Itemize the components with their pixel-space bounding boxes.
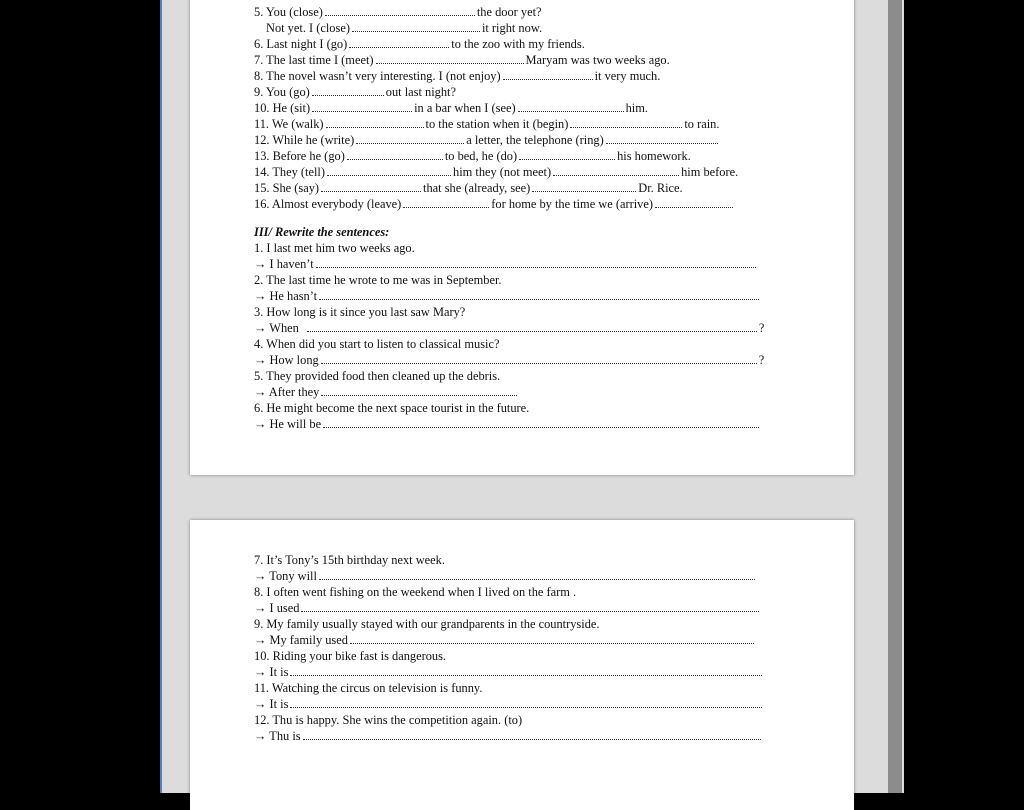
answer-line	[254, 632, 764, 648]
question-text: 10. Riding your bike fast is dangerous.	[254, 649, 447, 663]
exercise-text: it very much.	[594, 69, 661, 83]
question-text: 1. I last met him two weeks ago.	[254, 241, 415, 255]
exercise-line	[254, 116, 764, 132]
question-text: 4. When did you start to listen to classical music?	[254, 337, 500, 351]
exercise-line	[254, 164, 764, 180]
answer-blank[interactable]	[325, 4, 475, 16]
question-text: 9. My family usually stayed with our grandparents in the countryside.	[254, 617, 600, 631]
answer-line	[254, 320, 764, 336]
answer-prompt: → After they	[254, 385, 320, 399]
answer-line	[254, 256, 764, 272]
answer-blank[interactable]	[349, 36, 449, 48]
exercise-text: 13. Before he (go)	[254, 149, 345, 163]
question-text: 7. It’s Tony’s 15th birthday next week.	[254, 553, 445, 567]
answer-blank[interactable]	[532, 180, 636, 192]
exercise-text: in a bar when I (see)	[414, 101, 516, 115]
answer-blank[interactable]	[303, 728, 761, 740]
exercise-text: for home by the time we (arrive)	[491, 197, 653, 211]
question-text: 3. How long is it since you last saw Mary?	[254, 305, 466, 319]
question-text: 6. He might become the next space tourist in the future.	[254, 401, 530, 415]
answer-blank[interactable]	[403, 196, 489, 208]
question-text: 8. I often went fishing on the weekend when I lived on the farm .	[254, 585, 577, 599]
answer-prompt: → Tony will	[254, 569, 317, 583]
exercise-text: Not yet. I (close)	[266, 21, 350, 35]
answer-prompt: → Thu is	[254, 729, 301, 743]
answer-line	[254, 728, 764, 744]
answer-prompt: → I haven’t	[254, 257, 314, 271]
answer-line	[254, 416, 764, 432]
answer-blank[interactable]	[518, 100, 624, 112]
answer-line	[254, 600, 764, 616]
exercise-text: a letter, the telephone (ring)	[466, 133, 604, 147]
answer-prompt: → My family used	[254, 633, 348, 647]
exercise-line	[254, 100, 764, 116]
answer-blank[interactable]	[290, 664, 762, 676]
answer-line	[254, 664, 764, 680]
answer-prompt: → When	[254, 321, 299, 335]
exercise-text: to the zoo with my friends.	[451, 37, 585, 51]
answer-blank[interactable]	[301, 600, 759, 612]
exercise-text: 5. You (close)	[254, 5, 323, 19]
answer-blank[interactable]	[290, 696, 762, 708]
exercise-text: Dr. Rice.	[638, 181, 683, 195]
answer-blank[interactable]	[347, 148, 443, 160]
answer-prompt: → He will be	[254, 417, 322, 431]
section-heading: III/ Rewrite the sentences:	[254, 225, 390, 239]
exercise-line	[254, 196, 764, 212]
answer-prompt: → He hasn’t	[254, 289, 318, 303]
document-page-1	[190, 0, 854, 475]
answer-prompt: → It is	[254, 665, 289, 679]
answer-blank[interactable]	[312, 100, 412, 112]
exercise-text: Maryam was two weeks ago.	[525, 53, 670, 67]
answer-prompt: → It is	[254, 697, 289, 711]
answer-blank[interactable]	[312, 84, 384, 96]
answer-prompt: → How long	[254, 353, 319, 367]
answer-blank[interactable]	[307, 320, 757, 332]
exercise-text: 10. He (sit)	[254, 101, 311, 115]
answer-blank[interactable]	[316, 256, 756, 268]
answer-blank[interactable]	[321, 384, 517, 396]
answer-blank[interactable]	[321, 180, 421, 192]
answer-blank[interactable]	[323, 416, 759, 428]
answer-line	[254, 288, 764, 304]
answer-line	[254, 696, 764, 712]
answer-blank[interactable]	[553, 164, 679, 176]
exercise-text: it right now.	[481, 21, 543, 35]
answer-blank[interactable]	[570, 116, 682, 128]
exercise-text: him they (not meet)	[453, 165, 552, 179]
exercise-text: the door yet?	[476, 5, 542, 19]
viewer-scrollbar[interactable]	[888, 0, 902, 793]
answer-blank[interactable]	[326, 116, 424, 128]
answer-line	[254, 568, 764, 584]
answer-blank[interactable]	[327, 164, 451, 176]
question-text: 2. The last time he wrote to me was in September.	[254, 273, 502, 287]
exercise-line	[254, 52, 764, 68]
answer-blank[interactable]	[319, 568, 755, 580]
exercise-line	[254, 132, 764, 148]
answer-blank[interactable]	[352, 20, 480, 32]
answer-blank[interactable]	[356, 132, 464, 144]
exercise-line	[254, 36, 764, 52]
exercise-text: 15. She (say)	[254, 181, 320, 195]
exercise-text: to the station when it (begin)	[425, 117, 569, 131]
answer-prompt: → I used	[254, 601, 300, 615]
exercise-text: 7. The last time I (meet)	[254, 53, 374, 67]
question-text: 5. They provided food then cleaned up the debris.	[254, 369, 501, 383]
answer-blank[interactable]	[655, 196, 733, 208]
exercise-text: 11. We (walk)	[254, 117, 324, 131]
exercise-text: out last night?	[385, 85, 456, 99]
exercise-text: to bed, he (do)	[444, 149, 518, 163]
answer-line	[254, 352, 764, 368]
answer-end: ?	[758, 321, 765, 335]
exercise-text: him.	[625, 101, 648, 115]
exercise-line	[254, 68, 764, 84]
answer-blank[interactable]	[503, 68, 593, 80]
exercise-text: 8. The novel wasn’t very interesting. I (not enjoy)	[254, 69, 501, 83]
exercise-line	[254, 20, 764, 36]
answer-end: ?	[758, 353, 765, 367]
exercise-text: 9. You (go)	[254, 85, 310, 99]
page-2-content	[254, 552, 764, 744]
exercise-line	[254, 4, 764, 20]
answer-blank[interactable]	[350, 632, 754, 644]
exercise-line	[254, 180, 764, 196]
page-1-content	[254, 4, 764, 432]
exercise-text: that she (already, see)	[423, 181, 531, 195]
answer-blank[interactable]	[376, 52, 524, 64]
exercise-text: his homework.	[617, 149, 691, 163]
exercise-line	[254, 84, 764, 100]
exercise-text: 14. They (tell)	[254, 165, 325, 179]
answer-blank[interactable]	[519, 148, 615, 160]
question-text: 11. Watching the circus on television is funny.	[254, 681, 483, 695]
answer-line	[254, 384, 764, 400]
answer-blank[interactable]	[319, 288, 759, 300]
exercise-text: to rain.	[684, 117, 720, 131]
exercise-line	[254, 148, 764, 164]
document-page-2	[190, 520, 854, 810]
exercise-text: 6. Last night I (go)	[254, 37, 348, 51]
exercise-text: 16. Almost everybody (leave)	[254, 197, 402, 211]
question-text: 12. Thu is happy. She wins the competition again. (to)	[254, 713, 523, 727]
answer-blank[interactable]	[606, 132, 718, 144]
exercise-text: him before.	[681, 165, 739, 179]
exercise-text: 12. While he (write)	[254, 133, 355, 147]
answer-blank[interactable]	[321, 352, 757, 364]
